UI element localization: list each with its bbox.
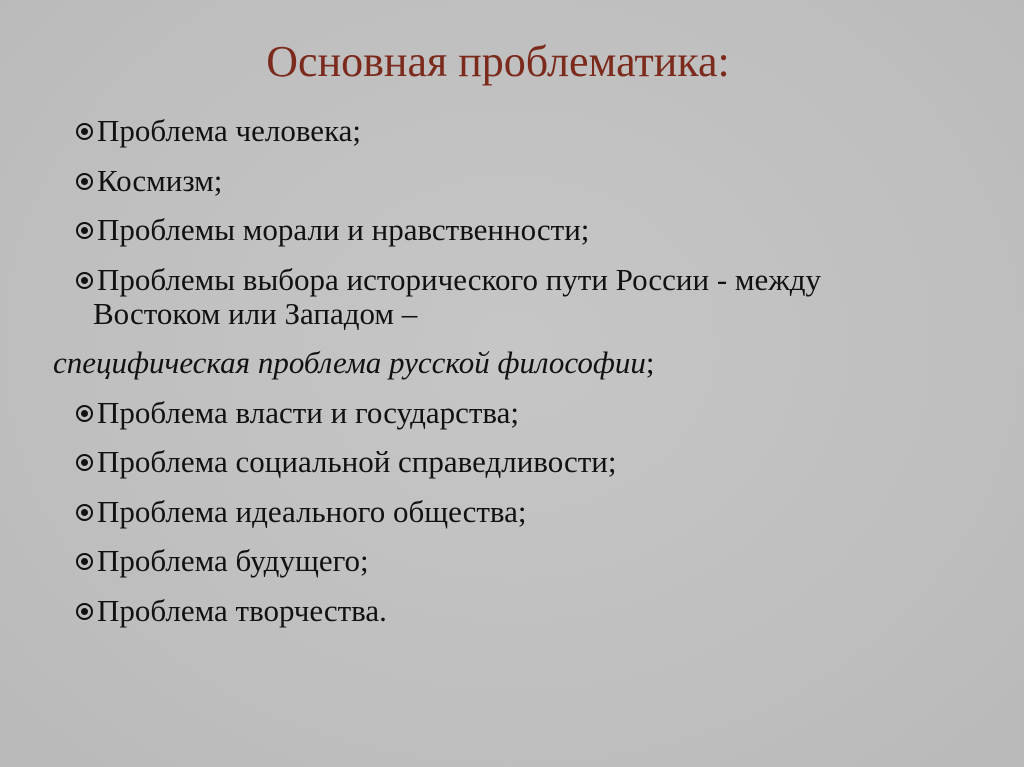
circle-bullet-icon bbox=[76, 272, 93, 289]
list-item-text: Проблема социальной справедливости; bbox=[97, 444, 617, 479]
circle-bullet-icon bbox=[76, 123, 93, 140]
list-item-text: Проблема человека; bbox=[97, 113, 362, 148]
list-item-text: Проблема будущего; bbox=[97, 543, 369, 578]
list-item bbox=[53, 261, 976, 381]
circle-bullet-icon bbox=[76, 553, 93, 570]
list-item bbox=[76, 594, 976, 628]
list-item-text: Проблема идеального общества; bbox=[97, 493, 527, 529]
list-item bbox=[76, 213, 976, 247]
list-item-text: Космизм; bbox=[97, 162, 223, 198]
slide-title: Основная проблематика: bbox=[266, 37, 730, 86]
italic-note-text: специфическая проблема русской философии bbox=[53, 345, 646, 380]
circle-bullet-icon bbox=[76, 222, 93, 239]
italic-note bbox=[53, 346, 821, 380]
circle-bullet-icon bbox=[76, 454, 93, 471]
list-item-text-block bbox=[53, 261, 822, 381]
circle-bullet-icon bbox=[76, 405, 93, 422]
list-item-text: Проблемы морали и нравственности; bbox=[97, 212, 590, 247]
circle-bullet-icon bbox=[76, 173, 93, 190]
list-item bbox=[76, 495, 976, 529]
list-item bbox=[76, 445, 976, 479]
list-item-text: Проблемы выбора исторического пути России - между bbox=[97, 261, 822, 297]
italic-note-end: ; bbox=[645, 345, 655, 380]
circle-bullet-icon bbox=[76, 504, 93, 521]
list-item bbox=[76, 544, 976, 578]
topics-list bbox=[53, 113, 976, 643]
list-item bbox=[76, 164, 976, 198]
list-item-text: Проблема творчества. bbox=[97, 592, 387, 628]
list-item-continuation: Востоком или Западом – bbox=[93, 295, 418, 331]
list-item-text: Проблема власти и государства; bbox=[97, 394, 520, 430]
list-item bbox=[76, 396, 976, 430]
list-item bbox=[76, 114, 976, 148]
circle-bullet-icon bbox=[76, 603, 93, 620]
